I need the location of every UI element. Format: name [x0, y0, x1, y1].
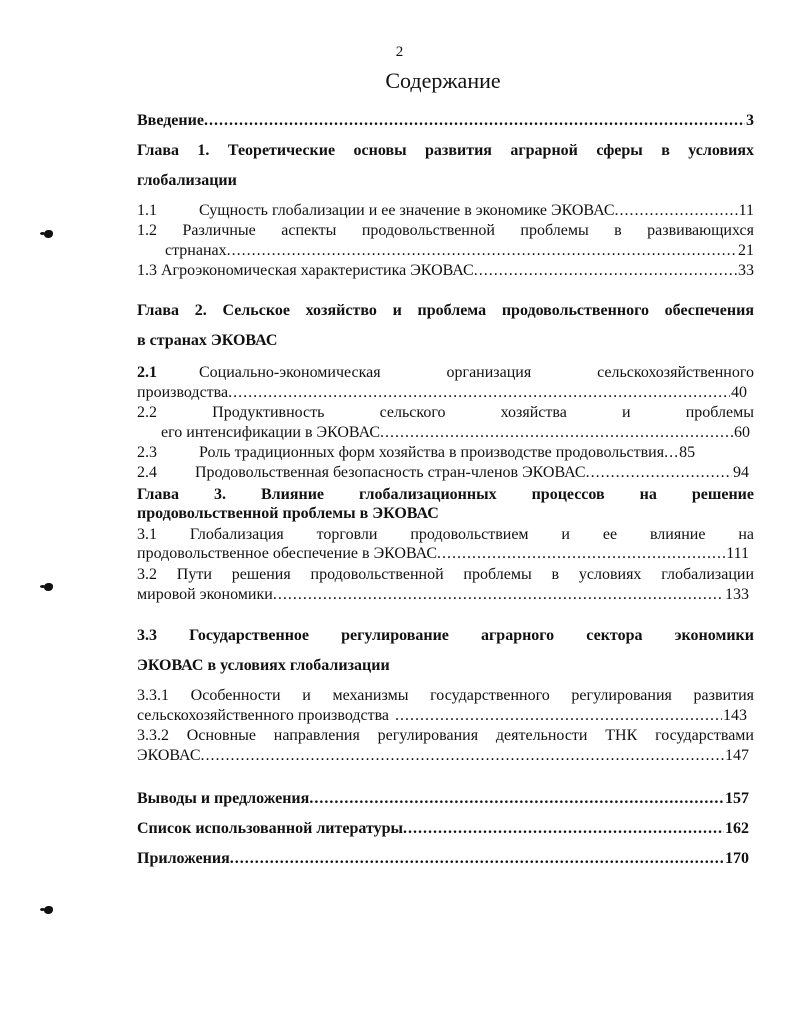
dot-leader: [228, 383, 730, 403]
toc-page: 133: [725, 586, 749, 603]
dot-leader: [230, 849, 724, 869]
toc-entry-2-2[interactable]: 2.2 Продуктивность сельского хозяйства и проблемы: [137, 404, 754, 421]
toc-label: Приложения: [137, 850, 230, 867]
chapter-2-heading[interactable]: Глава 2. Сельское хозяйство и проблема продовольственного обеспечения: [137, 302, 754, 319]
dot-leader: [615, 201, 738, 221]
chapter-3-heading-cont: продовольственной проблемы в ЭКОВАС: [137, 505, 439, 522]
toc-label: ЭКОВАС: [137, 747, 201, 764]
toc-entry-2-1[interactable]: [137, 363, 754, 383]
chapter-1-heading-cont: глобализации: [137, 172, 237, 189]
toc-num: 2.4: [137, 464, 157, 481]
toc-page: 143: [723, 707, 747, 724]
toc-num: 1.1: [137, 202, 157, 219]
toc-entry-1-3[interactable]: [137, 261, 754, 281]
toc-label: производства: [137, 384, 229, 401]
toc-entry-2-2-cont[interactable]: [137, 423, 750, 443]
section-3-3-heading-cont: ЭКОВАС в условиях глобализации: [137, 657, 390, 674]
toc-label: Список использованной литературы: [137, 820, 403, 837]
toc-num: 2.1: [137, 364, 157, 381]
dot-leader: [380, 423, 733, 443]
toc-page: 157: [725, 790, 749, 807]
dot-leader: [474, 261, 737, 281]
dot-leader: [200, 746, 724, 766]
dot-leader: [204, 111, 745, 131]
toc-label: продовольственное обеспечение в ЭКОВАС: [137, 545, 438, 562]
dot-leader: [395, 706, 722, 726]
toc-label: стрнанах: [165, 242, 227, 259]
toc-entry-1-1[interactable]: [137, 201, 754, 221]
toc-entry-3-2[interactable]: 3.2 Пути решения продовольственной проблемы в условиях глобализации: [137, 566, 754, 583]
dot-leader: [227, 241, 737, 261]
toc-entry-1-2[interactable]: 1.2 Различные аспекты продовольственной проблемы в развивающихся: [137, 222, 754, 239]
toc-entry-2-4[interactable]: [137, 463, 749, 483]
toc-page: 94: [733, 464, 749, 481]
toc-label: Сущность глобализации и ее значение в экономике ЭКОВАС: [199, 202, 615, 219]
binder-hole-mark: [44, 583, 53, 591]
toc-entry-3-1-cont[interactable]: [137, 544, 749, 564]
toc-page: 21: [738, 242, 754, 259]
toc-entry-3-3-2-cont[interactable]: [137, 746, 749, 766]
binder-hole-mark: [44, 230, 53, 238]
toc-label: Социально-экономическая организация сельскохозяйственного: [199, 364, 754, 381]
toc-page: 33: [738, 262, 754, 279]
toc-num: 2.3: [137, 444, 157, 461]
toc-label: 1.3 Агроэкономическая характеристика ЭКОВАС: [137, 262, 474, 279]
toc-entry-3-3-1-cont[interactable]: [137, 706, 747, 726]
toc-entry-3-2-cont[interactable]: [137, 585, 749, 605]
toc-page: 170: [725, 850, 749, 867]
toc-entry-conclusions[interactable]: [137, 789, 749, 809]
toc-page: 111: [726, 545, 749, 562]
page-number: 2: [395, 44, 404, 60]
toc-entry-1-2-cont[interactable]: [137, 241, 754, 261]
toc-page: 11: [738, 202, 754, 219]
chapter-3-heading[interactable]: Глава 3. Влияние глобализационных процессов на решение: [137, 486, 754, 503]
toc-label: Введение: [137, 112, 204, 129]
toc-page: 60: [734, 424, 750, 441]
toc-entry-appendices[interactable]: [137, 849, 749, 869]
toc-page: 85: [679, 444, 696, 461]
toc-label: сельскохозяйственного производства: [137, 707, 390, 724]
dot-leader: [273, 585, 724, 605]
toc-entry-bibliography[interactable]: [137, 819, 749, 839]
toc-entry-introduction[interactable]: [137, 111, 754, 131]
section-3-3-heading[interactable]: 3.3 Государственное регулирование аграрного сектора экономики: [137, 627, 754, 644]
chapter-2-heading-cont: в странах ЭКОВАС: [137, 332, 278, 349]
dot-leader: [309, 789, 724, 809]
toc-entry-3-3-2[interactable]: 3.3.2 Основные направления регулирования деятельности ТНК государствами: [137, 727, 754, 744]
page-title: Содержание: [385, 68, 501, 93]
toc-page: 3: [746, 112, 754, 129]
toc-page: 147: [725, 747, 749, 764]
chapter-1-heading[interactable]: Глава 1. Теоретические основы развития аграрной сферы в условиях: [137, 142, 754, 159]
dot-leader: [664, 443, 678, 463]
toc-entry-2-3[interactable]: [137, 443, 749, 463]
dot-leader: [403, 819, 724, 839]
toc-entry-2-1-cont[interactable]: [137, 383, 747, 403]
dot-leader: [437, 544, 725, 564]
toc-label: Роль традиционных форм хозяйства в производстве продовольствия: [199, 444, 665, 461]
toc-page: 162: [725, 820, 749, 837]
toc-entry-3-3-1[interactable]: 3.3.1 Особенности и механизмы государственного регулирования развития: [137, 687, 754, 704]
toc-label: Выводы и предложения: [137, 790, 310, 807]
toc-label: Продовольственная безопасность стран-членов ЭКОВАС: [195, 464, 586, 481]
toc-label: мировой экономики: [137, 586, 273, 603]
dot-leader: [586, 463, 732, 483]
toc-page: 40: [731, 384, 747, 401]
toc-label: его интенсификации в ЭКОВАС: [161, 424, 380, 441]
binder-hole-mark: [44, 906, 53, 914]
toc-entry-3-1[interactable]: 3.1 Глобализация торговли продовольствием и ее влияние на: [137, 526, 754, 543]
